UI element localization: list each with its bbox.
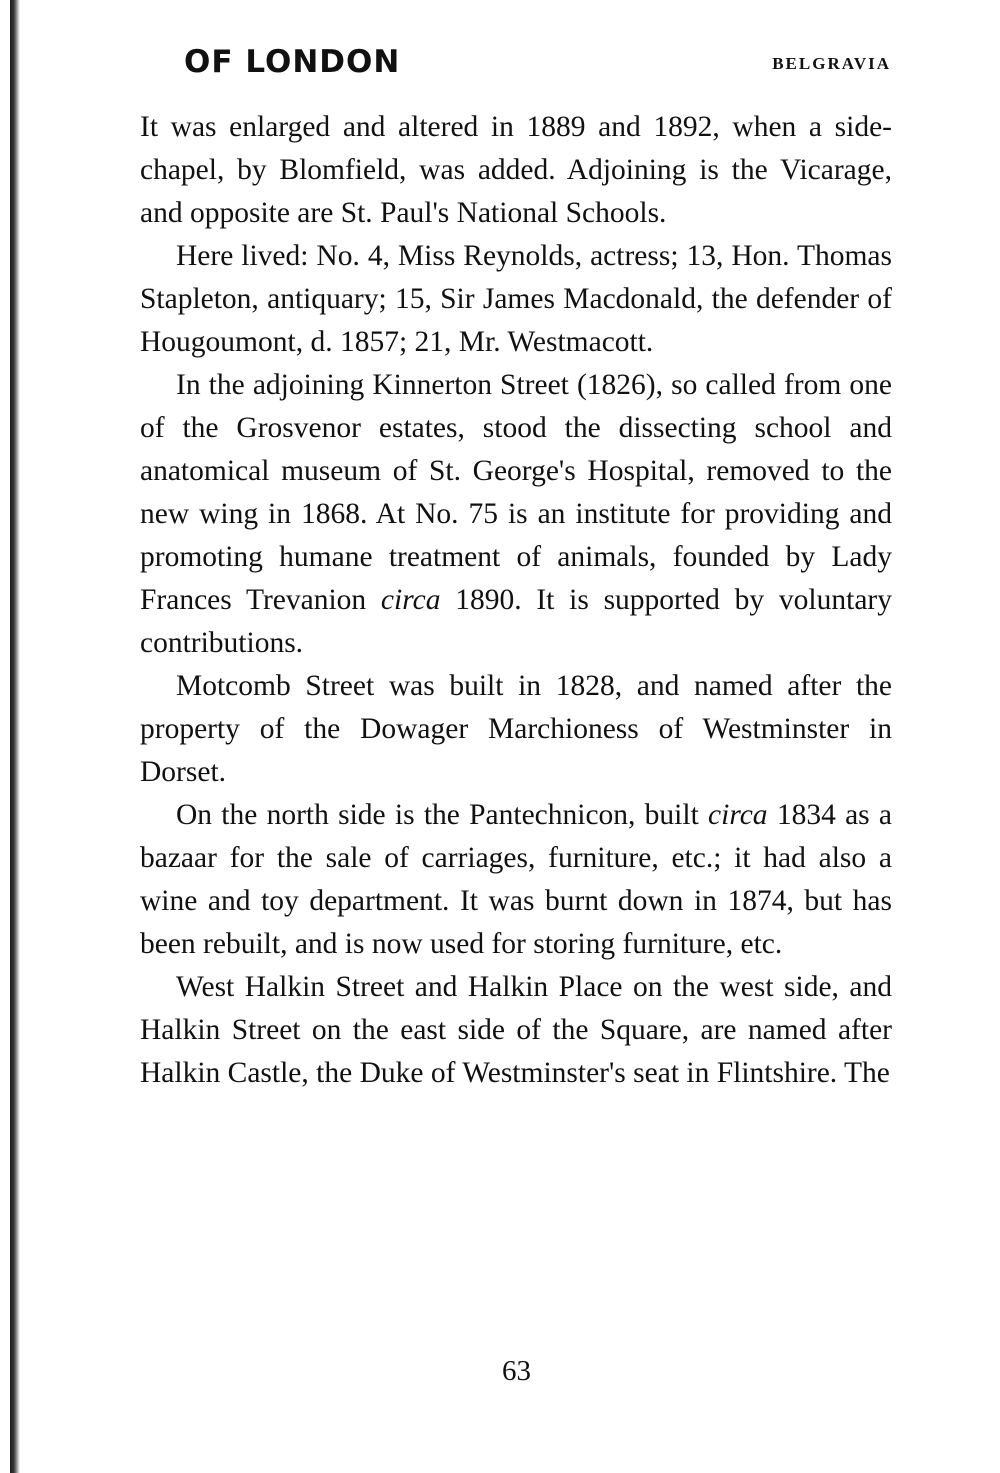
paragraph (140, 235, 892, 364)
italic-term: circa (708, 799, 768, 831)
paragraph (140, 665, 892, 794)
running-header (184, 44, 891, 84)
paragraph-text: Motcomb Street was built in 1828, and named after the property of the Dowager Marchioness of Westminster in Dorset. (140, 670, 892, 788)
italic-term: circa (380, 584, 441, 616)
header-section: BELGRAVIA (772, 54, 891, 73)
paragraph-text: West Halkin Street and Halkin Place on the west side, and Halkin Street on the east side of the Square, are named after Halkin Castle, the Duke of Westminster's seat in Flintshire. The (140, 971, 892, 1089)
paragraph (140, 364, 892, 665)
header-title: OF LONDON (184, 44, 401, 80)
paragraph-text: 1834 as a bazaar for the sale of carriages, furniture, etc.; it had also a wine and toy department. It was burnt down in 1874, but has been rebuilt, and is now used for storing furniture, etc. (140, 799, 892, 960)
page-binding-edge (10, 0, 20, 1473)
paragraph-text: In the adjoining Kinnerton Street (1826), so called from one of the Grosvenor estates, stood the dissecting school and anatomical museum of St. George's Hospital, removed to the new wing in 1868. At No. 75 is an institute for providing and promoting humane treatment of animals, founded by Lady Frances Trevanion (140, 369, 892, 616)
paragraph-text: On the north side is the Pantechnicon, built (176, 799, 709, 831)
paragraph-text: Here lived: No. 4, Miss Reynolds, actress; 13, Hon. Thomas Stapleton, antiquary; 15, Sir James Macdonald, the defender of Hougoumont, d. 1857; 21, Mr. Westmacott. (140, 240, 892, 358)
paragraph (140, 794, 892, 966)
paragraph-text: 1890. It is supported by voluntary contributions. (140, 584, 892, 659)
paragraph (140, 106, 892, 235)
page-body (140, 106, 892, 1095)
page-number: 63 (502, 1355, 531, 1387)
paragraph (140, 966, 892, 1095)
paragraph-text: It was enlarged and altered in 1889 and 1892, when a side-chapel, by Blomfield, was added. Adjoining is the Vicarage, and opposite are St. Paul's National Schools. (140, 111, 892, 229)
